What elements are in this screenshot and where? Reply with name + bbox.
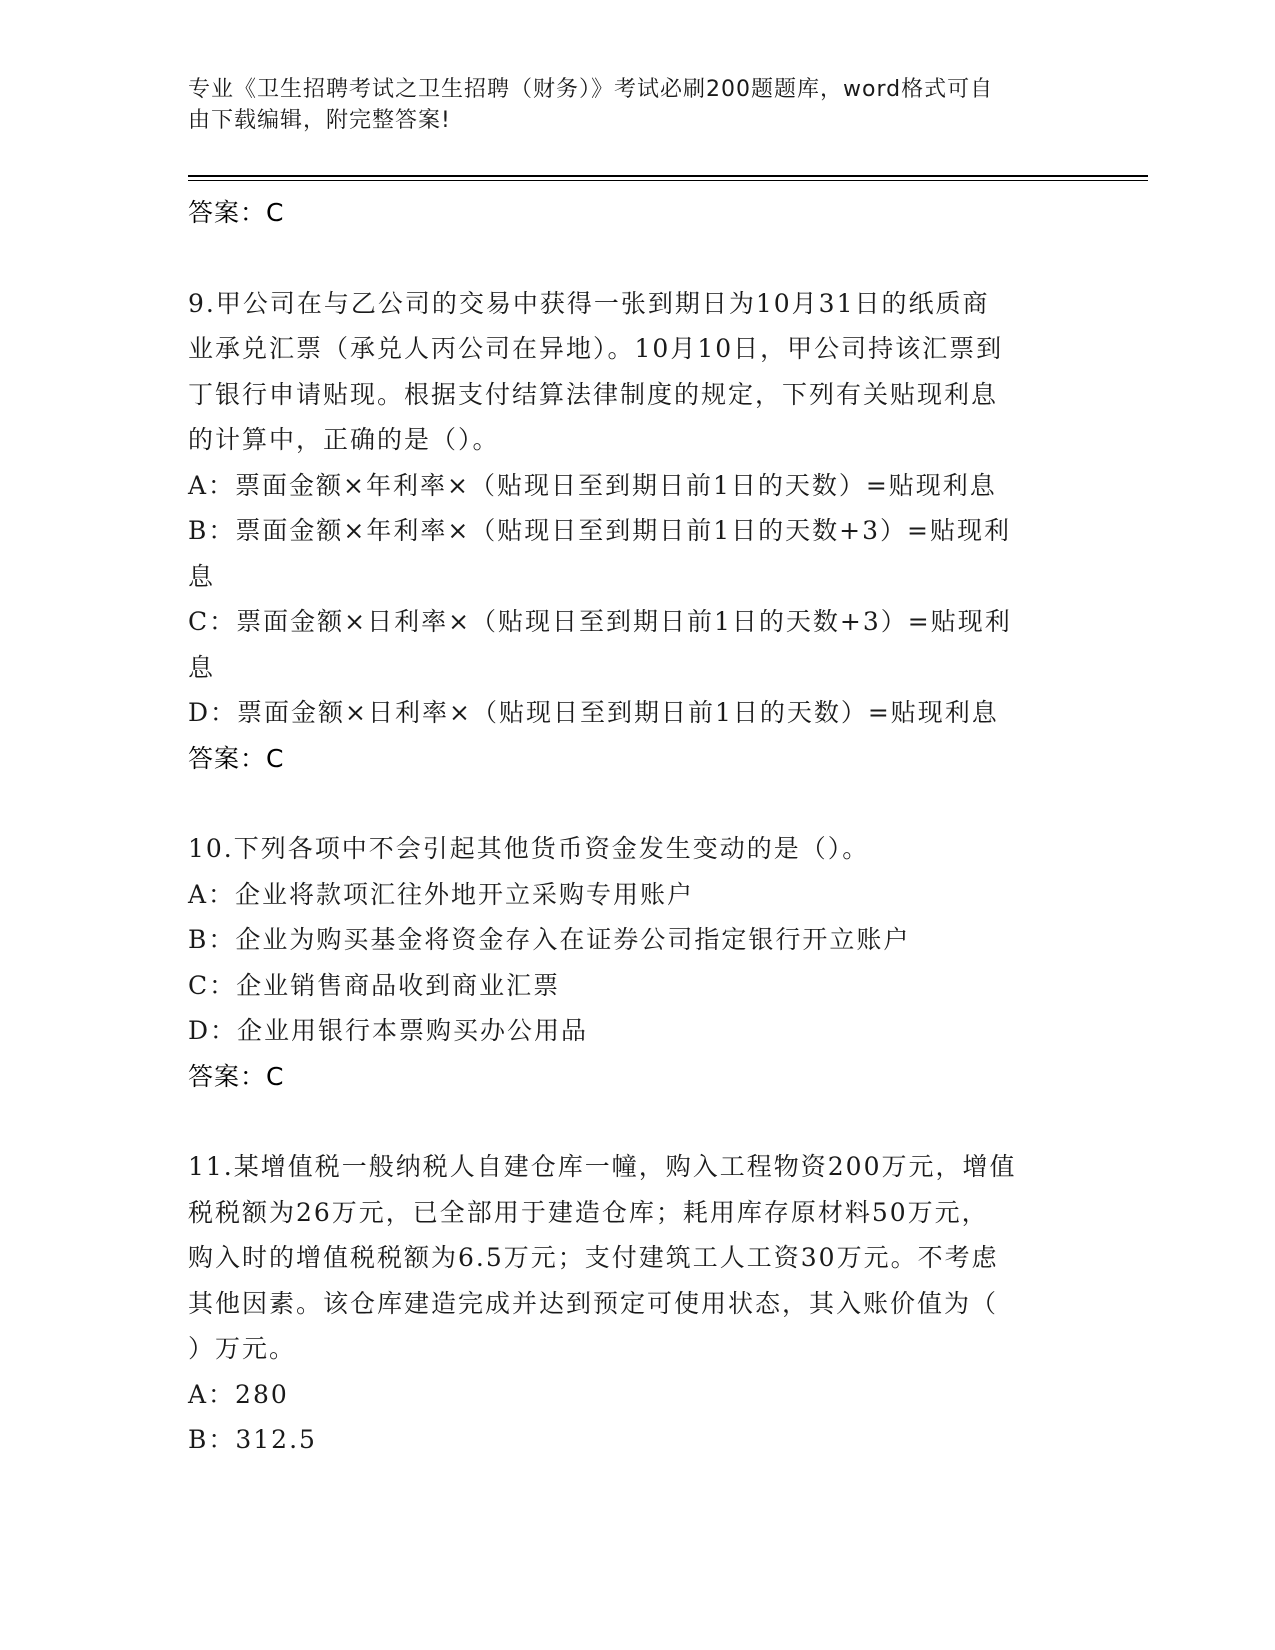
option-d: D：企业用银行本票购买办公用品 (188, 1016, 589, 1045)
question-stem-line: 丁银行申请贴现。根据支付结算法律制度的规定，下列有关贴现利息 (188, 379, 999, 409)
question-stem-line: ）万元。 (188, 1334, 297, 1363)
question-stem-line: 的计算中，正确的是（）。 (188, 425, 500, 454)
question-stem-line: 税税额为26万元，已全部用于建造仓库；耗用库存原材料50万元， (188, 1197, 989, 1227)
question-stem-line: 购入时的增值税税额为6.5万元；支付建筑工人工资30万元。不考虑 (188, 1243, 999, 1272)
answer-line: 答案：C (188, 1061, 285, 1091)
question-10 (188, 826, 1098, 1099)
header-line: 专业《卫生招聘考试之卫生招聘（财务）》考试必刷200题题库，word格式可自 (188, 77, 994, 102)
answer-line: 答案：C (188, 198, 285, 227)
header-line: 由下载编辑，附完整答案! (188, 108, 451, 133)
option-c-cont: 息 (188, 652, 216, 682)
question-stem-line: 其他因素。该仓库建造完成并达到预定可使用状态，其入账价值为（ (188, 1288, 999, 1318)
answer-line: 答案：C (188, 743, 285, 773)
page-header (188, 74, 1068, 136)
option-c: C：票面金额×日利率×（贴现日至到期日前1日的天数+3）=贴现利 (188, 607, 1012, 636)
option-a: A：票面金额×年利率×（贴现日至到期日前1日的天数）=贴现利息 (188, 470, 997, 500)
option-c: C：企业销售商品收到商业汇票 (188, 970, 561, 1000)
option-a: A：企业将款项汇往外地开立采购专用账户 (188, 879, 695, 909)
header-rule-thin (188, 180, 1148, 181)
question-stem-line: 11.某增值税一般纳税人自建仓库一幢，购入工程物资200万元，增值 (188, 1152, 1017, 1181)
option-a: A：280 (188, 1379, 289, 1409)
option-d: D：票面金额×日利率×（贴现日至到期日前1日的天数）=贴现利息 (188, 698, 999, 727)
question-stem-line: 9.甲公司在与乙公司的交易中获得一张到期日为10月31日的纸质商 (188, 288, 990, 318)
question-stem-line: 10.下列各项中不会引起其他货币资金发生变动的是（）。 (188, 834, 870, 863)
header-rule (188, 175, 1148, 177)
option-b: B：312.5 (188, 1425, 317, 1454)
option-b: B：票面金额×年利率×（贴现日至到期日前1日的天数+3）=贴现利 (188, 516, 1011, 545)
document-body (188, 190, 1098, 1463)
question-11 (188, 1144, 1098, 1463)
question-9 (188, 281, 1098, 782)
question-stem-line: 业承兑汇票（承兑人丙公司在异地）。10月10日，甲公司持该汇票到 (188, 334, 1004, 363)
option-b-cont: 息 (188, 561, 216, 591)
option-b: B：企业为购买基金将资金存入在证券公司指定银行开立账户 (188, 925, 911, 954)
